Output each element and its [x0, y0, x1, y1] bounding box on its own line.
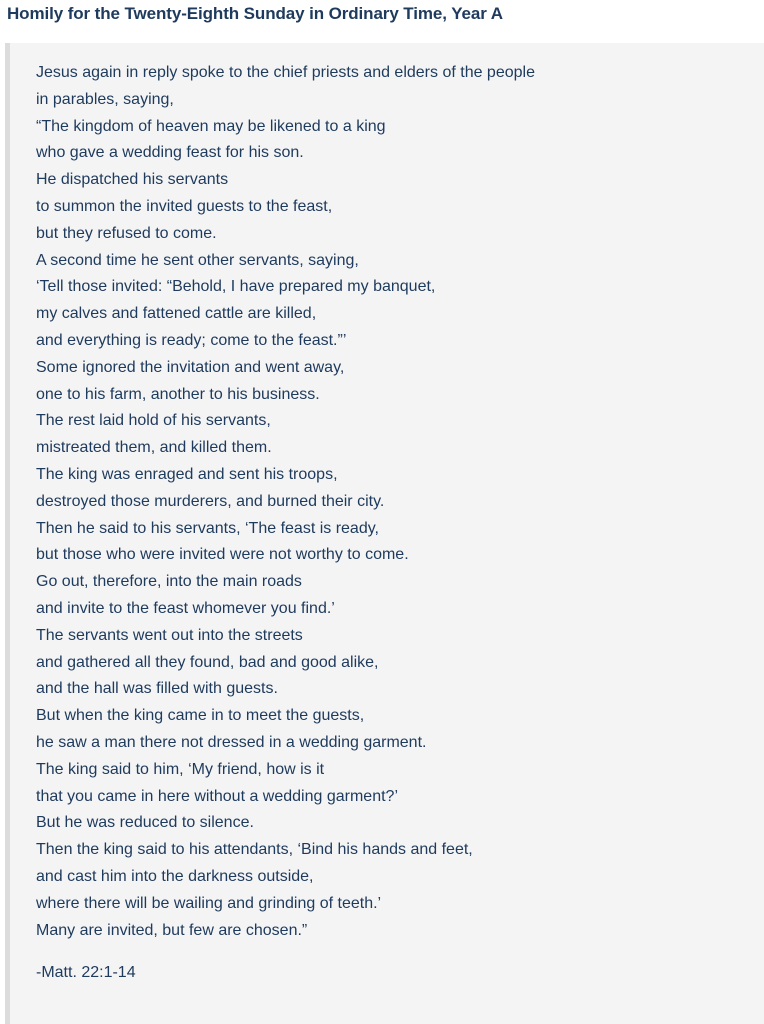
verse-line: my calves and fattened cattle are killed,	[36, 305, 317, 323]
verse-line: Many are invited, but few are chosen.”	[36, 921, 308, 939]
verse-line: one to his farm, another to his business.	[36, 385, 320, 403]
verse-line: and the hall was filled with guests.	[36, 680, 278, 698]
verse-line: he saw a man there not dressed in a wedding garment.	[36, 733, 427, 751]
verse-line: and everything is ready; come to the feast.”’	[36, 331, 347, 349]
verse-line: destroyed those murderers, and burned their city.	[36, 492, 385, 510]
verse-line: and invite to the feast whomever you find.’	[36, 599, 335, 617]
verse-line: mistreated them, and killed them.	[36, 439, 272, 457]
verse-line: that you came in here without a wedding garment?’	[36, 787, 398, 805]
verse-line: where there will be wailing and grinding of teeth.’	[36, 894, 382, 912]
scripture-citation: -Matt. 22:1-14	[36, 964, 136, 981]
verse-line: Some ignored the invitation and went away,	[36, 358, 345, 376]
verse-line: “The kingdom of heaven may be likened to a king	[36, 117, 386, 135]
verse-line: The rest laid hold of his servants,	[36, 412, 271, 430]
verse-line: He dispatched his servants	[36, 171, 229, 189]
verse-line: and gathered all they found, bad and good alike,	[36, 653, 379, 671]
verse-line: Go out, therefore, into the main roads	[36, 573, 302, 591]
verse-line: and cast him into the darkness outside,	[36, 867, 314, 885]
verse-line: But when the king came in to meet the guests,	[36, 707, 365, 725]
scripture-quote-block	[5, 43, 764, 1024]
verse-line: Then he said to his servants, ‘The feast is ready,	[36, 519, 379, 537]
verse-line: in parables, saying,	[36, 90, 174, 108]
scripture-verse-list	[36, 60, 535, 944]
verse-line: A second time he sent other servants, saying,	[36, 251, 359, 269]
verse-line: But he was reduced to silence.	[36, 814, 254, 832]
verse-line: ‘Tell those invited: “Behold, I have prepared my banquet,	[36, 278, 436, 296]
verse-line: who gave a wedding feast for his son.	[36, 144, 304, 162]
verse-line: but they refused to come.	[36, 224, 217, 242]
verse-line: Jesus again in reply spoke to the chief priests and elders of the people	[36, 64, 535, 81]
verse-line: The king said to him, ‘My friend, how is it	[36, 760, 325, 778]
verse-line: The king was enraged and sent his troops,	[36, 465, 338, 483]
verse-line: The servants went out into the streets	[36, 626, 303, 644]
verse-line: Then the king said to his attendants, ‘Bind his hands and feet,	[36, 841, 473, 859]
page-title: Homily for the Twenty-Eighth Sunday in Ordinary Time, Year A	[7, 4, 503, 23]
verse-line: but those who were invited were not worthy to come.	[36, 546, 409, 564]
verse-line: to summon the invited guests to the feast,	[36, 197, 333, 215]
